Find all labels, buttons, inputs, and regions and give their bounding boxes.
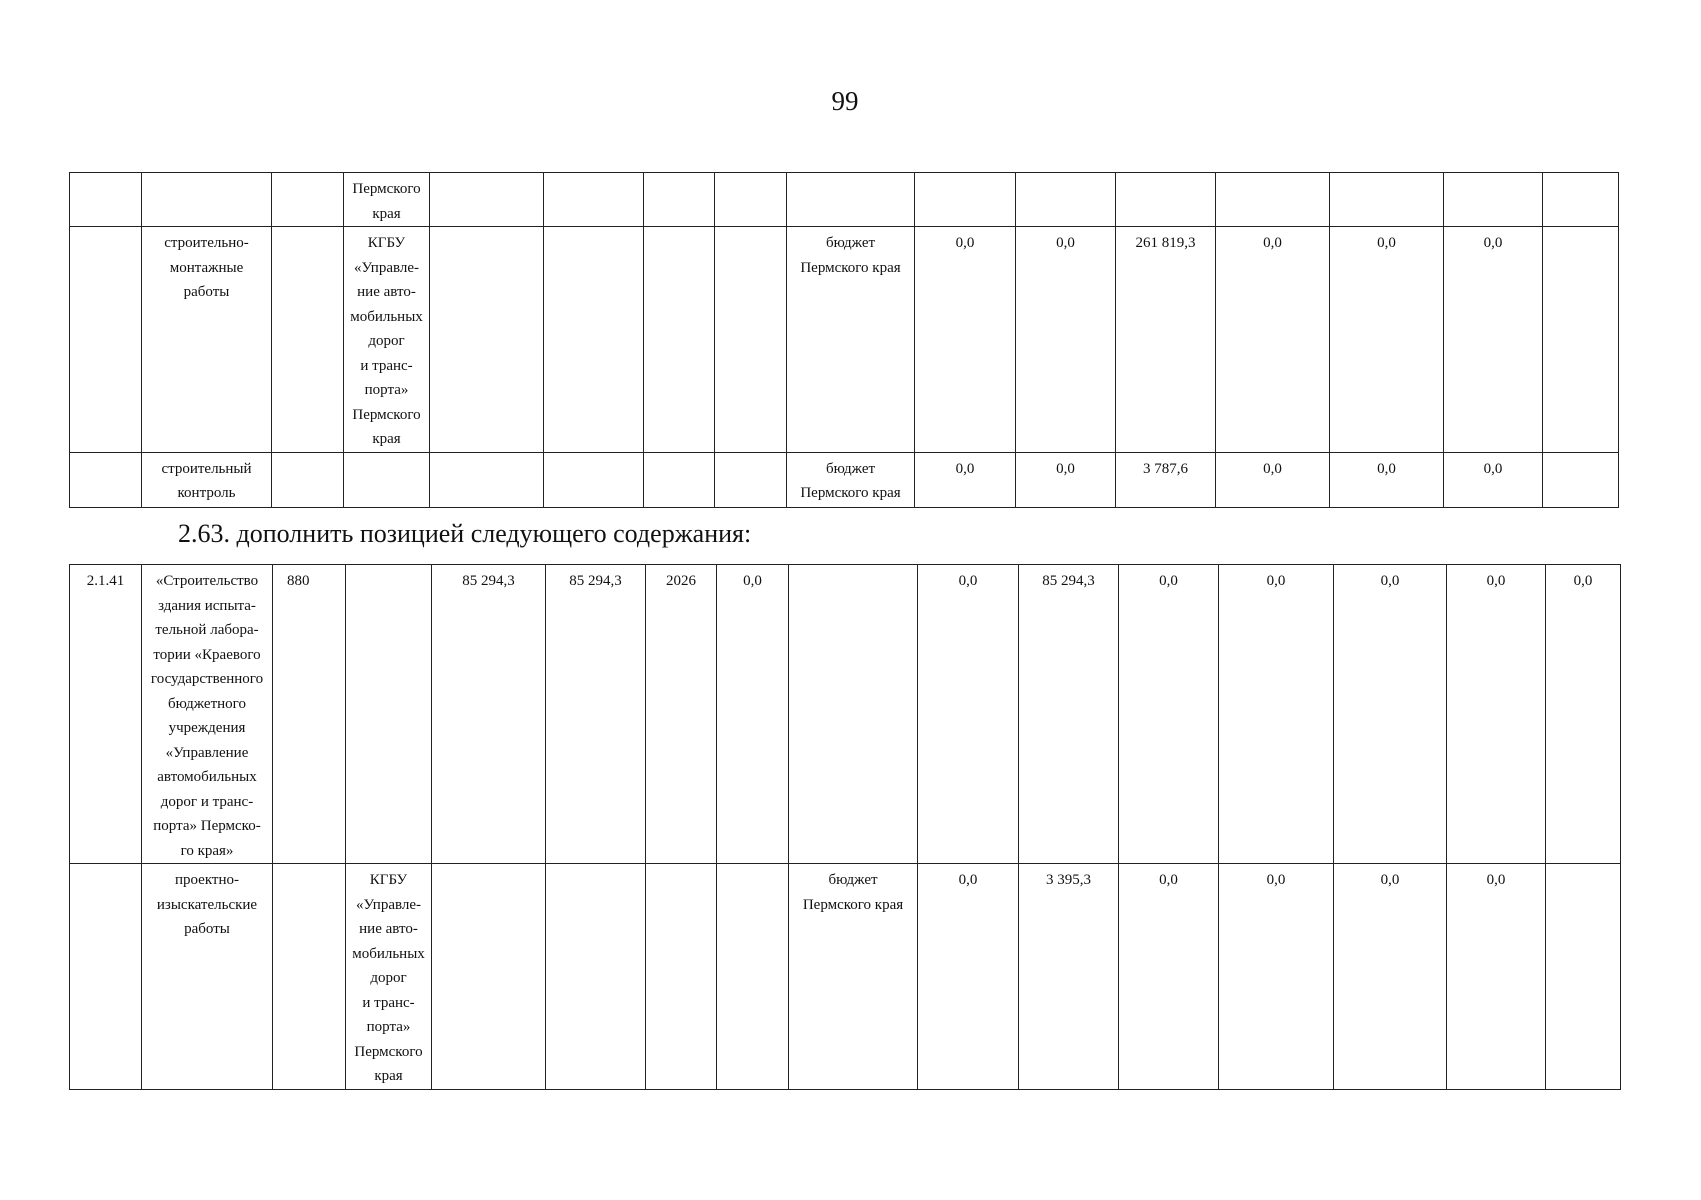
cell-value: 0,0 <box>1330 227 1444 453</box>
cell-executor: КГБУ «Управле- ние авто- мобильных дорог и транс- порта» Пермского края <box>346 864 432 1090</box>
cell-name: строительно- монтажные работы <box>142 227 272 453</box>
cell-executor: КГБУ «Управле- ние авто- мобильных дорог и транс- порта» Пермского края <box>344 227 430 453</box>
cell-executor <box>346 565 432 864</box>
cell-number <box>70 864 142 1090</box>
cell-funding-source: бюджет Пермского края <box>787 452 915 507</box>
cell-value <box>715 227 787 453</box>
cell-year <box>644 227 715 453</box>
cell-value: 0,0 <box>918 565 1019 864</box>
page-number: 99 <box>831 86 859 116</box>
cell-funding-source <box>787 173 915 227</box>
cell-value <box>1116 173 1216 227</box>
cell-year <box>644 173 715 227</box>
cell-value <box>1444 173 1543 227</box>
cell-code <box>273 864 346 1090</box>
cell-value <box>1330 173 1444 227</box>
cell-number: 2.1.41 <box>70 565 142 864</box>
cell-value: 0,0 <box>915 227 1016 453</box>
cell-value <box>432 864 546 1090</box>
cell-code <box>272 452 344 507</box>
cell-value: 0,0 <box>1119 864 1219 1090</box>
cell-value <box>544 227 644 453</box>
cell-value <box>715 173 787 227</box>
cell-year <box>646 864 717 1090</box>
section-heading: 2.63. дополнить позицией следующего содержания: <box>178 519 752 548</box>
cell-value: 0,0 <box>1447 565 1546 864</box>
cell-name: «Строительство здания испыта- тельной лабора- тории «Краевого государственного бюджетного учреждения «Управление автомобильных дорог и транс- порта» Пермско- го края» <box>142 565 273 864</box>
cell-funding-source: бюджет Пермского края <box>789 864 918 1090</box>
cell-value: 0,0 <box>1447 864 1546 1090</box>
cell-value: 85 294,3 <box>432 565 546 864</box>
cell-value <box>544 173 644 227</box>
cell-value: 0,0 <box>918 864 1019 1090</box>
cell-value <box>715 452 787 507</box>
cell-value: 85 294,3 <box>1019 565 1119 864</box>
cell-number <box>70 227 142 453</box>
cell-value: 0,0 <box>1546 565 1621 864</box>
cell-value: 0,0 <box>1219 864 1334 1090</box>
cell-value: 3 395,3 <box>1019 864 1119 1090</box>
cell-code: 880 <box>273 565 346 864</box>
table-row <box>70 452 1619 507</box>
budget-table-new-position <box>69 564 1621 1090</box>
table-row <box>70 227 1619 453</box>
cell-value <box>915 173 1016 227</box>
cell-year <box>644 452 715 507</box>
cell-value: 0,0 <box>1016 227 1116 453</box>
cell-value: 0,0 <box>717 565 789 864</box>
cell-value <box>1016 173 1116 227</box>
cell-value <box>430 227 544 453</box>
budget-table-continuation <box>69 172 1619 508</box>
cell-value <box>1543 173 1619 227</box>
cell-value: 85 294,3 <box>546 565 646 864</box>
cell-value <box>544 452 644 507</box>
table-row <box>70 565 1621 864</box>
cell-number <box>70 173 142 227</box>
cell-value <box>717 864 789 1090</box>
cell-name: строительный контроль <box>142 452 272 507</box>
cell-value: 0,0 <box>1334 864 1447 1090</box>
cell-value <box>430 452 544 507</box>
cell-name <box>142 173 272 227</box>
cell-number <box>70 452 142 507</box>
cell-value <box>1543 227 1619 453</box>
table-row <box>70 864 1621 1090</box>
cell-value <box>1543 452 1619 507</box>
cell-value: 0,0 <box>1219 565 1334 864</box>
cell-name: проектно- изыскательские работы <box>142 864 273 1090</box>
cell-year: 2026 <box>646 565 717 864</box>
cell-value: 3 787,6 <box>1116 452 1216 507</box>
cell-value: 0,0 <box>1444 227 1543 453</box>
cell-value: 0,0 <box>1216 227 1330 453</box>
cell-value <box>1546 864 1621 1090</box>
cell-executor <box>344 452 430 507</box>
cell-value: 0,0 <box>1330 452 1444 507</box>
cell-executor: Пермского края <box>344 173 430 227</box>
cell-value: 0,0 <box>1334 565 1447 864</box>
table-row <box>70 173 1619 227</box>
cell-value: 0,0 <box>1216 452 1330 507</box>
cell-code <box>272 173 344 227</box>
cell-value <box>430 173 544 227</box>
cell-value: 0,0 <box>1016 452 1116 507</box>
cell-value: 0,0 <box>915 452 1016 507</box>
cell-funding-source <box>789 565 918 864</box>
cell-value: 0,0 <box>1119 565 1219 864</box>
cell-value <box>546 864 646 1090</box>
cell-funding-source: бюджет Пермского края <box>787 227 915 453</box>
cell-code <box>272 227 344 453</box>
cell-value <box>1216 173 1330 227</box>
cell-value: 0,0 <box>1444 452 1543 507</box>
cell-value: 261 819,3 <box>1116 227 1216 453</box>
